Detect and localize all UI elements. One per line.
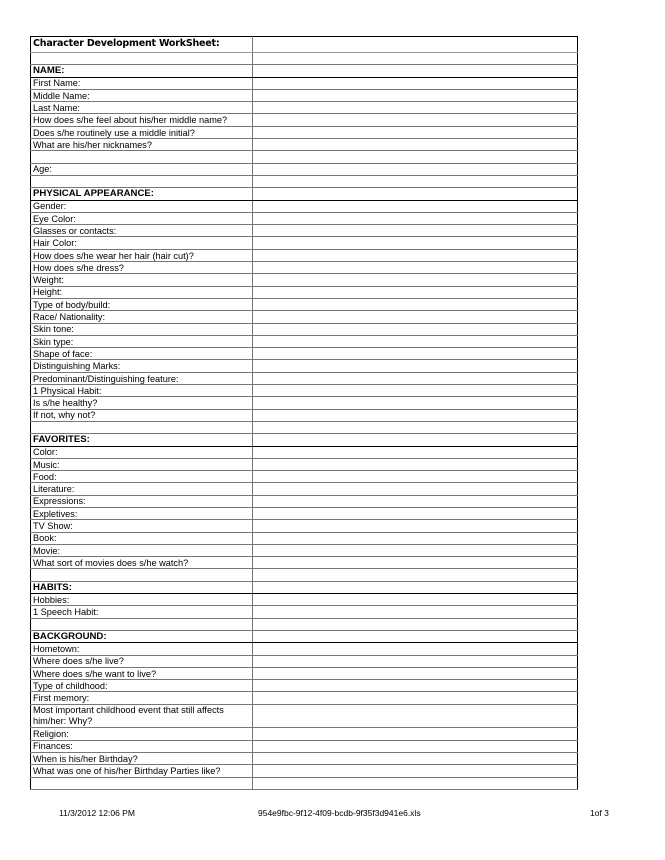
section-label: PHYSICAL APPEARANCE: [31, 188, 253, 200]
footer-page-number: 1of 3 [590, 808, 609, 818]
field-label [31, 175, 253, 187]
footer-date: 11/3/2012 12:06 PM [59, 808, 135, 818]
blank-row [31, 618, 578, 630]
field-row [31, 594, 578, 606]
answer-cell[interactable] [253, 286, 578, 298]
worksheet-title-row [31, 37, 578, 53]
field-row [31, 286, 578, 298]
field-label: Expressions: [31, 495, 253, 507]
answer-cell[interactable] [253, 740, 578, 752]
field-row [31, 557, 578, 569]
field-row [31, 274, 578, 286]
field-label [31, 569, 253, 581]
field-label: Expletives: [31, 507, 253, 519]
answer-cell[interactable] [253, 483, 578, 495]
field-label: Movie: [31, 544, 253, 556]
field-row [31, 458, 578, 470]
field-row [31, 728, 578, 740]
field-label: Height: [31, 286, 253, 298]
answer-cell[interactable] [253, 471, 578, 483]
answer-cell[interactable] [253, 188, 578, 200]
field-label [31, 618, 253, 630]
field-label: What sort of movies does s/he watch? [31, 557, 253, 569]
answer-cell[interactable] [253, 77, 578, 89]
answer-cell[interactable] [253, 704, 578, 728]
field-label: How does s/he dress? [31, 262, 253, 274]
field-row [31, 212, 578, 224]
field-row [31, 372, 578, 384]
worksheet-title: Character Development WorkSheet: [31, 37, 253, 53]
field-row [31, 262, 578, 274]
answer-cell[interactable] [253, 200, 578, 212]
answer-cell[interactable] [253, 360, 578, 372]
field-label: Last Name: [31, 102, 253, 114]
answer-cell[interactable] [253, 385, 578, 397]
field-label: Hometown: [31, 643, 253, 655]
field-label: Gender: [31, 200, 253, 212]
answer-cell[interactable] [253, 53, 578, 65]
blank-row [31, 569, 578, 581]
field-label: How does s/he wear her hair (hair cut)? [31, 249, 253, 261]
field-row [31, 298, 578, 310]
field-label: Literature: [31, 483, 253, 495]
answer-cell[interactable] [253, 680, 578, 692]
field-row [31, 507, 578, 519]
field-label: Middle Name: [31, 89, 253, 101]
section-header-row [31, 630, 578, 642]
answer-cell[interactable] [253, 495, 578, 507]
answer-cell[interactable] [253, 765, 578, 777]
field-label: Predominant/Distinguishing feature: [31, 372, 253, 384]
section-header-row [31, 65, 578, 77]
answer-cell[interactable] [253, 151, 578, 163]
field-label: Religion: [31, 728, 253, 740]
field-label: Is s/he healthy? [31, 397, 253, 409]
field-row [31, 397, 578, 409]
field-label: Distinguishing Marks: [31, 360, 253, 372]
field-row [31, 200, 578, 212]
answer-cell[interactable] [253, 594, 578, 606]
answer-cell[interactable] [253, 397, 578, 409]
answer-cell[interactable] [253, 421, 578, 433]
field-label: When is his/her Birthday? [31, 752, 253, 764]
field-row [31, 249, 578, 261]
answer-cell[interactable] [253, 446, 578, 458]
field-row [31, 606, 578, 618]
field-label: 1 Physical Habit: [31, 385, 253, 397]
field-label: Type of body/build: [31, 298, 253, 310]
field-row [31, 409, 578, 421]
answer-cell[interactable] [253, 335, 578, 347]
section-label: BACKGROUND: [31, 630, 253, 642]
answer-cell[interactable] [253, 581, 578, 593]
answer-cell[interactable] [253, 348, 578, 360]
blank-row [31, 777, 578, 789]
field-row [31, 311, 578, 323]
field-row [31, 360, 578, 372]
field-label: Shape of face: [31, 348, 253, 360]
answer-cell[interactable] [253, 262, 578, 274]
field-row [31, 323, 578, 335]
field-row [31, 692, 578, 704]
blank-row [31, 421, 578, 433]
blank-row [31, 175, 578, 187]
field-row [31, 385, 578, 397]
field-row [31, 704, 578, 728]
field-row [31, 471, 578, 483]
field-label: Eye Color: [31, 212, 253, 224]
answer-cell[interactable] [253, 311, 578, 323]
field-row [31, 752, 578, 764]
field-label: Where does s/he live? [31, 655, 253, 667]
blank-row [31, 151, 578, 163]
field-label: Where does s/he want to live? [31, 667, 253, 679]
section-label: NAME: [31, 65, 253, 77]
answer-cell[interactable] [253, 139, 578, 151]
field-label: Does s/he routinely use a middle initial? [31, 126, 253, 138]
field-label: What are his/her nicknames? [31, 139, 253, 151]
field-label: What was one of his/her Birthday Parties like? [31, 765, 253, 777]
answer-cell[interactable] [253, 520, 578, 532]
answer-cell[interactable] [253, 667, 578, 679]
field-row [31, 740, 578, 752]
field-row [31, 126, 578, 138]
answer-cell[interactable] [253, 618, 578, 630]
answer-cell[interactable] [253, 630, 578, 642]
answer-cell[interactable] [253, 507, 578, 519]
answer-cell[interactable] [253, 237, 578, 249]
field-row [31, 655, 578, 667]
answer-cell[interactable] [253, 532, 578, 544]
answer-cell[interactable] [253, 274, 578, 286]
field-label: Color: [31, 446, 253, 458]
field-label: Glasses or contacts: [31, 225, 253, 237]
field-label: Type of childhood: [31, 680, 253, 692]
field-row [31, 483, 578, 495]
answer-cell[interactable] [253, 434, 578, 446]
field-row [31, 667, 578, 679]
field-label: TV Show: [31, 520, 253, 532]
field-label: Food: [31, 471, 253, 483]
answer-cell[interactable] [253, 89, 578, 101]
section-label: FAVORITES: [31, 434, 253, 446]
field-label: Skin type: [31, 335, 253, 347]
worksheet-table [30, 36, 578, 790]
field-label: Finances: [31, 740, 253, 752]
field-label: Age: [31, 163, 253, 175]
answer-cell[interactable] [253, 777, 578, 789]
field-row [31, 114, 578, 126]
field-label: How does s/he feel about his/her middle name? [31, 114, 253, 126]
section-header-row [31, 581, 578, 593]
field-label: If not, why not? [31, 409, 253, 421]
field-label: First Name: [31, 77, 253, 89]
answer-cell[interactable] [253, 606, 578, 618]
answer-cell[interactable] [253, 458, 578, 470]
field-label: Race/ Nationality: [31, 311, 253, 323]
answer-cell[interactable] [253, 175, 578, 187]
field-row [31, 335, 578, 347]
section-label: HABITS: [31, 581, 253, 593]
answer-cell[interactable] [253, 752, 578, 764]
field-label: Hobbies: [31, 594, 253, 606]
section-header-row [31, 188, 578, 200]
section-header-row [31, 434, 578, 446]
field-label [31, 53, 253, 65]
field-label: Most important childhood event that still affects him/her: Why? [31, 704, 253, 728]
answer-cell[interactable] [253, 409, 578, 421]
field-row [31, 102, 578, 114]
field-label: 1 Speech Habit: [31, 606, 253, 618]
footer-filename: 954e9fbc-9f12-4f09-bcdb-9f35f3d941e6.xls [258, 808, 421, 818]
field-label [31, 421, 253, 433]
field-label [31, 777, 253, 789]
field-label: Music: [31, 458, 253, 470]
answer-cell[interactable] [253, 37, 578, 53]
field-row [31, 544, 578, 556]
answer-cell[interactable] [253, 225, 578, 237]
field-row [31, 89, 578, 101]
answer-cell[interactable] [253, 655, 578, 667]
field-row [31, 765, 578, 777]
field-label [31, 151, 253, 163]
field-label: Hair Color: [31, 237, 253, 249]
field-row [31, 643, 578, 655]
field-row [31, 446, 578, 458]
field-row [31, 225, 578, 237]
answer-cell[interactable] [253, 163, 578, 175]
field-row [31, 680, 578, 692]
answer-cell[interactable] [253, 65, 578, 77]
field-row [31, 495, 578, 507]
answer-cell[interactable] [253, 372, 578, 384]
blank-row [31, 53, 578, 65]
answer-cell[interactable] [253, 692, 578, 704]
field-label: Weight: [31, 274, 253, 286]
field-row [31, 237, 578, 249]
answer-cell[interactable] [253, 728, 578, 740]
field-row [31, 139, 578, 151]
field-row [31, 520, 578, 532]
answer-cell[interactable] [253, 643, 578, 655]
answer-cell[interactable] [253, 102, 578, 114]
field-label: First memory: [31, 692, 253, 704]
field-row [31, 532, 578, 544]
answer-cell[interactable] [253, 126, 578, 138]
answer-cell[interactable] [253, 298, 578, 310]
field-row [31, 163, 578, 175]
field-row [31, 77, 578, 89]
answer-cell[interactable] [253, 323, 578, 335]
answer-cell[interactable] [253, 544, 578, 556]
answer-cell[interactable] [253, 114, 578, 126]
answer-cell[interactable] [253, 569, 578, 581]
field-row [31, 348, 578, 360]
answer-cell[interactable] [253, 557, 578, 569]
field-label: Book: [31, 532, 253, 544]
answer-cell[interactable] [253, 249, 578, 261]
field-label: Skin tone: [31, 323, 253, 335]
answer-cell[interactable] [253, 212, 578, 224]
